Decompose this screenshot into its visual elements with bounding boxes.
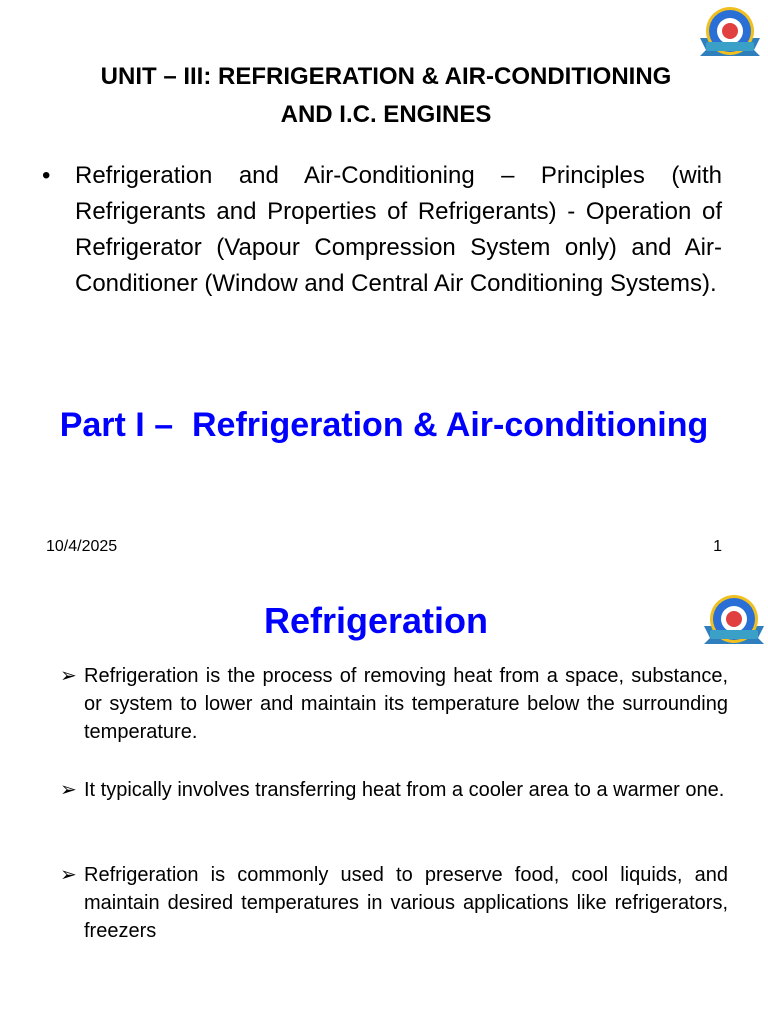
unit-title-line-1: UNIT – III: REFRIGERATION & AIR-CONDITIONING xyxy=(100,63,672,90)
list-item-text: Refrigeration is commonly used to preserve food, cool liquids, and maintain desired temperatures in various applications like refrigerators, freezers xyxy=(84,864,728,942)
list-item xyxy=(60,776,728,804)
arrow-bullet-icon: ➢ xyxy=(60,864,77,886)
list-item xyxy=(60,861,728,945)
unit-title xyxy=(30,58,742,134)
slide-title: Refrigeration xyxy=(263,600,489,641)
part-title: Part I – Refrigeration & Air-conditioning xyxy=(59,406,709,444)
slide-page-number: 1 xyxy=(713,538,722,555)
slide-date: 10/4/2025 xyxy=(46,538,118,555)
arrow-bullet-icon: ➢ xyxy=(60,665,77,687)
college-emblem-icon xyxy=(694,4,766,60)
syllabus-bullet-text: Refrigeration and Air-Conditioning – Principles (with Refrigerants and Properties of Refrigerants) - Operation of Refrigerator (Vapour Compression System only) and Air-Conditioner (Window and Central Air Conditioning Systems). xyxy=(75,162,722,297)
bullet-dot-icon: • xyxy=(42,162,51,189)
syllabus-bullet xyxy=(42,158,722,302)
list-item xyxy=(60,662,728,746)
slide-2 xyxy=(0,576,768,1024)
list-item-text: Refrigeration is the process of removing heat from a space, substance, or system to lower and maintain its temperature below the surrounding temperature. xyxy=(84,665,728,743)
unit-title-line-2: AND I.C. ENGINES xyxy=(280,101,492,128)
arrow-bullet-icon: ➢ xyxy=(60,779,77,801)
list-item-text: It typically involves transferring heat from a cooler area to a warmer one. xyxy=(84,779,725,801)
